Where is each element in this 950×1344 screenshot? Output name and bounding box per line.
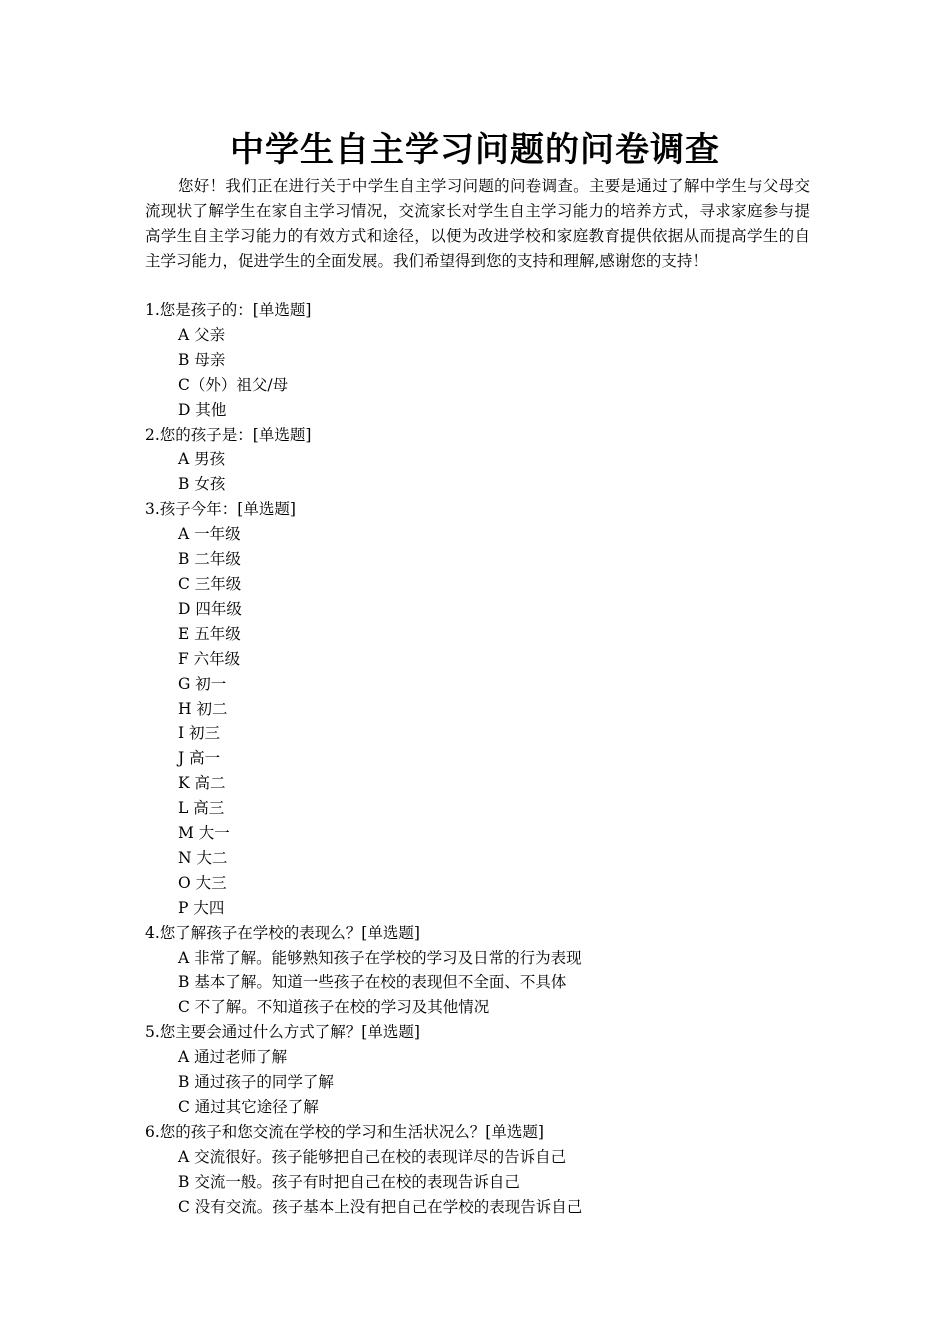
question-title: 3.孩子今年：[单选题] [145, 500, 296, 519]
answer-option: C（外）祖父/母 [178, 375, 289, 394]
document-title: 中学生自主学习问题的问卷调查 [230, 130, 720, 170]
answer-option: C 三年级 [178, 574, 242, 593]
answer-option: A 交流很好。孩子能够把自己在校的表现详尽的告诉自己 [178, 1147, 567, 1166]
answer-option: G 初一 [178, 674, 227, 693]
question-item [145, 1020, 810, 1120]
question-item [145, 298, 810, 423]
answer-option: C 通过其它途径了解 [178, 1098, 319, 1116]
option-list [145, 1145, 810, 1220]
question-title: 4.您了解孩子在学校的表现么？[单选题] [145, 923, 420, 942]
answer-option: E 五年级 [178, 624, 241, 643]
answer-option: A 男孩 [178, 450, 226, 469]
question-list [145, 298, 810, 1220]
answer-option: C 不了解。不知道孩子在校的学习及其他情况 [178, 998, 490, 1017]
option-list [145, 447, 810, 497]
answer-option: F 六年级 [178, 649, 241, 668]
answer-option: B 交流一般。孩子有时把自己在校的表现告诉自己 [178, 1172, 520, 1191]
question-title: 2.您的孩子是：[单选题] [145, 425, 312, 444]
answer-option: I 初三 [178, 724, 221, 743]
answer-option: D 其他 [178, 400, 227, 419]
question-title: 6.您的孩子和您交流在学校的学习和生活状况么？[单选题] [145, 1122, 544, 1141]
answer-option: A 非常了解。能够熟知孩子在学校的学习及日常的行为表现 [178, 948, 582, 967]
answer-option: A 通过老师了解 [178, 1048, 288, 1067]
option-list [145, 1045, 810, 1120]
answer-option: H 初二 [178, 699, 228, 718]
question-item [145, 497, 810, 920]
question-item [145, 1120, 810, 1220]
answer-option: B 女孩 [178, 475, 226, 494]
question-item [145, 921, 810, 1021]
answer-option: J 高一 [178, 749, 221, 768]
answer-option: D 四年级 [178, 599, 242, 618]
question-title: 5.您主要会通过什么方式了解？[单选题] [145, 1023, 420, 1042]
answer-option: K 高二 [178, 774, 226, 793]
option-list [145, 522, 810, 921]
answer-option: M 大一 [178, 824, 230, 843]
answer-option: A 一年级 [178, 525, 241, 544]
answer-option: A 父亲 [178, 325, 226, 344]
answer-option: B 通过孩子的同学了解 [178, 1073, 334, 1092]
answer-option: O 大三 [178, 873, 227, 892]
answer-option: C 没有交流。孩子基本上没有把自己在学校的表现告诉自己 [178, 1197, 583, 1216]
answer-option: B 基本了解。知道一些孩子在校的表现但不全面、不具体 [178, 973, 567, 992]
intro-paragraph: 您好！我们正在进行关于中学生自主学习问题的问卷调查。主要是通过了解中学生与父母交流现状了解学生在家自主学习情况，交流家长对学生自主学习能力的培养方式，寻求家庭参与提高学生自主学习能力的有效方式和途径，以便为改进学校和家庭教育提供依据从而提高学生的自主学习能力，促进学生的全面发展。我们希望得到您的支持和理解,感谢您的支持！ [145, 177, 810, 270]
answer-option: P 大四 [178, 898, 225, 917]
question-item [145, 423, 810, 498]
question-title: 1.您是孩子的：[单选题] [145, 301, 312, 319]
option-list [145, 323, 810, 423]
answer-option: B 母亲 [178, 350, 226, 369]
option-list [145, 946, 810, 1021]
answer-option: L 高三 [178, 799, 225, 818]
answer-option: B 二年级 [178, 550, 241, 569]
answer-option: N 大二 [178, 848, 228, 867]
